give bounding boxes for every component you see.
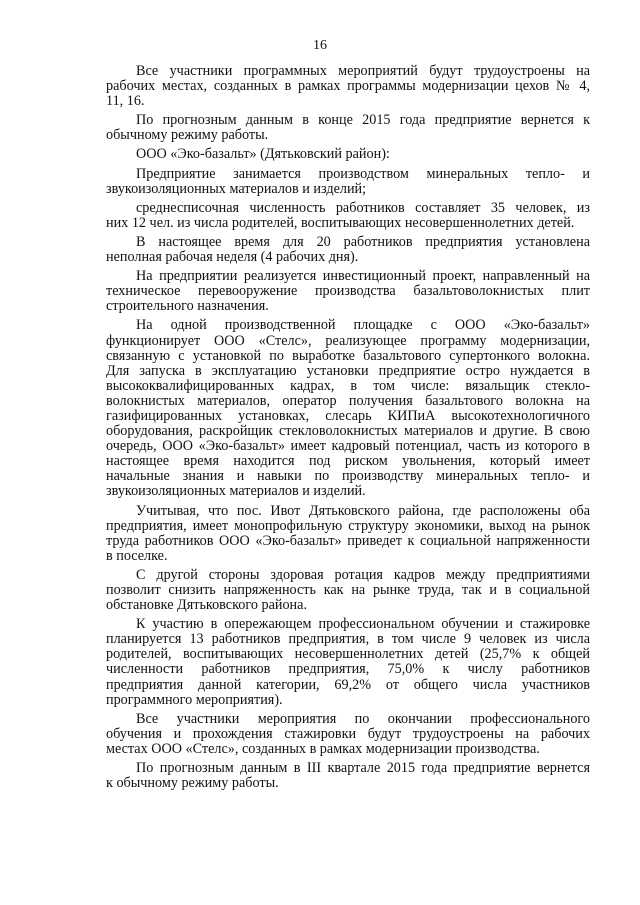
page-number: 16 [313,38,327,53]
paragraph [106,318,590,499]
text-line: оборудования, раскройщик стекловолокнистых материалов и другие. В свою [106,424,590,440]
paragraph [106,269,590,314]
paragraph [106,617,590,708]
text-line: обучения и прохождения стажировки будут трудоустроены на рабочих [106,726,590,742]
text-line: местах ООО «Стелс», созданных в рамках модернизации производства. [106,741,540,757]
paragraph [106,504,590,564]
text-line: неполная рабочая неделя (4 рабочих дня). [106,250,359,266]
text-line: них 12 чел. из числа родителей, воспитывающих несовершеннолетних детей. [106,215,575,231]
text-line: настоящее время находится под риском увольнения, который имеет [106,454,590,470]
text-line: По прогнозным данным в III квартале 2015 года предприятие вернется [136,761,590,777]
text-line: строительного назначения. [106,299,269,315]
text-line: планируется 13 работников предприятия, в том числе 9 человек из числа [106,632,590,648]
paragraph [106,167,590,197]
text-line: в поселке. [106,548,168,564]
text-line: Все участники мероприятия по окончании профессионального [136,711,590,727]
text-line: функционирует ООО «Стелс», реализующее программу модернизации, [106,333,590,349]
text-line: По прогнозным данным в конце 2015 года предприятие вернется к [136,113,590,129]
text-line: ООО «Эко-базальт» (Дятьковский район): [136,147,390,163]
paragraph [106,147,590,162]
text-line: численности работников предприятия, 75,0% к числу работников [106,662,590,678]
text-line: Предприятие занимается производством минеральных тепло- и [136,166,590,182]
text-line: программного мероприятия). [106,692,283,708]
text-line: С другой стороны здоровая ротация кадров между предприятиями [136,567,590,583]
text-line: На одной производственной площадке с ООО «Эко-базальт» [136,318,590,334]
text-line: предприятия данной категории, 69,2% от общего числа участников [106,677,590,693]
paragraph [106,113,590,143]
text-line: Все участники программных мероприятий будут трудоустроены на [136,64,590,79]
text-line: предприятия, имеет монопрофильную структуру экономики, выход на рынок [106,518,590,534]
text-line: рабочих местах, созданных в рамках программы модернизации цехов № 4, [106,79,590,95]
text-line: К участию в опережающем профессиональном обучении и стажировке [136,617,590,633]
text-line: обычному режиму работы. [106,128,269,144]
paragraph [106,201,590,231]
text-line: труда работников ООО «Эко-базальт» приведет к социальной напряженности [106,533,590,549]
paragraph [106,235,590,265]
text-line: техническое перевооружение производства базальтоволокнистых плит [106,284,590,300]
text-line: звукоизоляционных материалов и изделий. [106,484,366,500]
text-line: Учитывая, что пос. Ивот Дятьковского района, где расположены оба [136,503,590,519]
text-line: начальные знания и навыки по производству минеральных тепло- и [106,469,590,485]
text-line: волокнистых материалов, оператор получения базальтового волокна на [106,393,590,409]
text-line: очередь, ООО «Эко-базальт» имеет кадровый потенциал, часть из которого в [106,439,590,455]
text-line: высококвалифицированных кадрах, в том числе: вязальщик стекло- [106,378,590,394]
text-line: Для запуска в эксплуатацию установки предприятие остро нуждается в [106,363,590,379]
paragraph [106,64,590,109]
paragraph [106,568,590,613]
text-line: На предприятии реализуется инвестиционный проект, направленный на [136,269,590,285]
paragraph [106,712,590,757]
text-line: обстановке Дятьковского района. [106,598,307,614]
text-line: связанную с установкой по выработке базальтового супертонкого волокна. [106,348,590,364]
text-line: 11, 16. [106,94,145,110]
document-body [106,64,590,795]
text-line: среднесписочная численность работников составляет 35 человек, из [136,200,590,216]
text-line: газифицированных установках, слесарь КИПиА высокотехнологичного [106,408,590,424]
text-line: к обычному режиму работы. [106,776,279,792]
text-line: позволит снизить напряженность как на рынке труда, так и в социальной [106,583,590,598]
text-line: В настоящее время для 20 работников предприятия установлена [136,234,590,250]
text-line: родителей, воспитывающих несовершеннолетних детей (25,7% к общей [106,647,590,663]
text-line: звукоизоляционных материалов и изделий; [106,181,367,197]
paragraph [106,761,590,791]
